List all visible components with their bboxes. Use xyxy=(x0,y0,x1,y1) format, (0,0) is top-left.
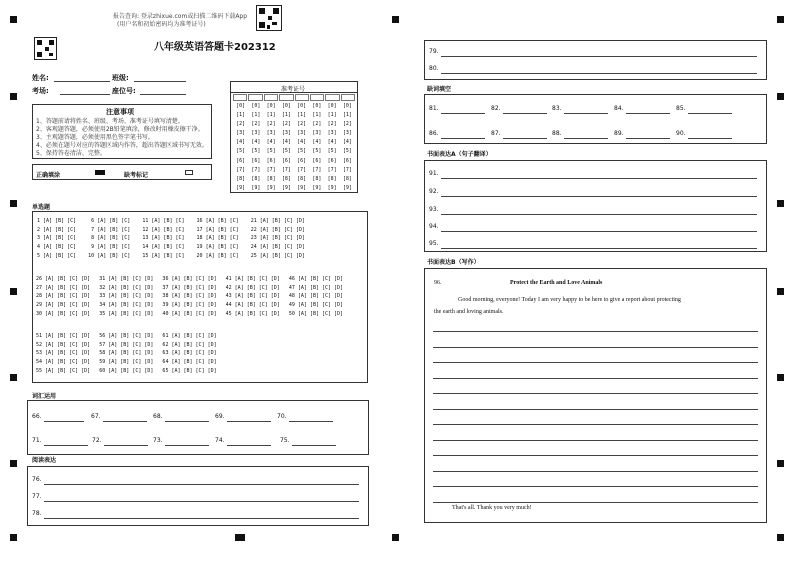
card-qr-code xyxy=(34,37,57,60)
digit-bubble[interactable]: [8] xyxy=(266,175,276,182)
q73-label: 73. xyxy=(153,437,163,444)
digit-bubble[interactable]: [4] xyxy=(342,139,352,146)
q80-label: 80. xyxy=(429,65,439,72)
absent-mark-label: 缺考标记 xyxy=(124,172,149,179)
q66-label: 66. xyxy=(32,413,42,420)
mc-group-1[interactable] xyxy=(37,217,305,261)
exam-number-column[interactable] xyxy=(233,102,248,194)
q84-field[interactable] xyxy=(626,113,670,114)
position-marker xyxy=(10,200,17,207)
position-marker xyxy=(235,534,245,541)
digit-bubble[interactable]: [9] xyxy=(251,184,261,191)
position-marker xyxy=(777,534,784,541)
q67-field[interactable] xyxy=(103,421,147,422)
mc-row[interactable]: 29 [A] [B] [C] [D] 34 [A] [B] [C] [D] 39 [A] [B] [C] [D] 44 [A] [B] [C] [D] 49 [A] [B] [C] [D] xyxy=(36,302,344,309)
digit-bubble[interactable]: [5] xyxy=(312,148,322,155)
digit-bubble[interactable]: [4] xyxy=(281,139,291,146)
digit-bubble[interactable]: [0] xyxy=(312,103,322,109)
q87-label: 87. xyxy=(491,130,501,137)
q78-field[interactable] xyxy=(44,518,359,519)
q78-label: 78. xyxy=(32,510,42,517)
essay-line[interactable] xyxy=(433,440,758,441)
digit-bubble[interactable]: [9] xyxy=(236,184,246,191)
q74-label: 74. xyxy=(215,437,225,444)
q82-field[interactable] xyxy=(503,113,547,114)
q82-label: 82. xyxy=(491,105,501,112)
position-marker xyxy=(10,288,17,295)
q88-label: 88. xyxy=(552,130,562,137)
q68-label: 68. xyxy=(153,413,163,420)
digit-bubble[interactable]: [1] xyxy=(266,112,276,119)
mc-row[interactable]: 27 [A] [B] [C] [D] 32 [A] [B] [C] [D] 37 [A] [B] [C] [D] 42 [A] [B] [C] [D] 47 [A] [B] [C] [D] xyxy=(36,284,344,291)
mc-row[interactable]: 54 [A] [B] [C] [D] 59 [A] [B] [C] [D] 64 [A] [B] [C] [D] xyxy=(36,359,217,366)
mc-row[interactable]: 1 [A] [B] [C] 6 [A] [B] [C] 11 [A] [B] [C] 16 [A] [B] [C] 21 [A] [B] [C] [D] xyxy=(37,218,305,224)
digit-bubble[interactable]: [0] xyxy=(342,103,352,109)
q73-field[interactable] xyxy=(165,445,209,446)
digit-bubble[interactable]: [1] xyxy=(236,112,246,119)
writing-title: 书面表达B（写作） xyxy=(427,259,480,266)
single-choice-title: 单选题 xyxy=(32,204,51,211)
q79-80-box[interactable] xyxy=(424,40,767,80)
digit-bubble[interactable]: [7] xyxy=(236,166,246,173)
digit-bubble[interactable]: [1] xyxy=(312,112,322,119)
q74-field[interactable] xyxy=(227,445,271,446)
digit-bubble[interactable]: [3] xyxy=(251,130,261,137)
essay-line[interactable] xyxy=(433,502,758,503)
essay-line[interactable] xyxy=(433,455,758,456)
exam-number-title: 准考证号 xyxy=(281,86,306,93)
digit-bubble[interactable]: [7] xyxy=(251,166,261,173)
digit-bubble[interactable]: [3] xyxy=(236,130,246,137)
digit-bubble[interactable]: [5] xyxy=(236,148,246,155)
essay-opening-line: the earth and loving animals. xyxy=(434,309,504,315)
class-field[interactable] xyxy=(134,81,186,82)
digit-bubble[interactable]: [2] xyxy=(342,121,352,128)
digit-bubble[interactable]: [6] xyxy=(236,157,246,164)
digit-bubble[interactable]: [0] xyxy=(327,103,337,109)
position-marker xyxy=(392,534,399,541)
q86-label: 86. xyxy=(429,130,439,137)
notice-box xyxy=(32,104,212,159)
q91-field[interactable] xyxy=(441,178,757,179)
digit-bubble[interactable]: [6] xyxy=(312,157,322,164)
digit-bubble[interactable]: [8] xyxy=(251,175,261,182)
class-label: 班级: xyxy=(112,74,129,82)
position-marker xyxy=(777,93,784,100)
q95-field[interactable] xyxy=(441,248,757,249)
digit-bubble[interactable]: [4] xyxy=(327,139,337,146)
digit-bubble[interactable]: [5] xyxy=(281,148,291,155)
q85-label: 85. xyxy=(676,105,686,112)
digit-bubble[interactable]: [5] xyxy=(297,148,307,155)
position-marker xyxy=(392,16,399,23)
fill-example-box xyxy=(32,164,212,180)
q90-label: 90. xyxy=(676,130,686,137)
q86-field[interactable] xyxy=(441,138,485,139)
digit-bubble[interactable]: [4] xyxy=(236,139,246,146)
digit-bubble[interactable]: [8] xyxy=(281,175,291,182)
digit-bubble[interactable]: [1] xyxy=(342,112,352,119)
q76-label: 76. xyxy=(32,476,42,483)
digit-bubble[interactable]: [9] xyxy=(342,184,352,191)
digit-bubble[interactable]: [6] xyxy=(327,157,337,164)
digit-bubble[interactable]: [6] xyxy=(297,157,307,164)
digit-bubble[interactable]: [8] xyxy=(342,175,352,182)
mc-row[interactable]: 3 [A] [B] [C] 8 [A] [B] [C] 13 [A] [B] [C] 18 [A] [B] [C] 23 [A] [B] [C] [D] xyxy=(37,235,305,242)
digit-bubble[interactable]: [9] xyxy=(297,184,307,191)
q83-field[interactable] xyxy=(564,113,608,114)
digit-bubble[interactable]: [3] xyxy=(297,130,307,137)
digit-bubble[interactable]: [9] xyxy=(327,184,337,191)
mc-row[interactable]: 28 [A] [B] [C] [D] 33 [A] [B] [C] [D] 38 [A] [B] [C] [D] 43 [A] [B] [C] [D] 48 [A] [B] [C] [D] xyxy=(36,293,344,300)
exam-room-label: 考场: xyxy=(32,87,49,95)
mc-row[interactable]: 52 [A] [B] [C] [D] 57 [A] [B] [C] [D] 62 [A] [B] [C] [D] xyxy=(36,341,217,348)
mc-row[interactable]: 53 [A] [B] [C] [D] 58 [A] [B] [C] [D] 63 [A] [B] [C] [D] xyxy=(36,350,217,357)
position-marker xyxy=(777,16,784,23)
digit-bubble[interactable]: [6] xyxy=(251,157,261,164)
seat-label: 座位号: xyxy=(112,87,136,95)
q69-label: 69. xyxy=(215,413,225,420)
exam-number-column[interactable] xyxy=(340,102,355,194)
exam-number-column[interactable] xyxy=(309,102,324,194)
exam-number-digit-grid[interactable] xyxy=(233,102,355,194)
essay-line[interactable] xyxy=(433,409,758,410)
digit-bubble[interactable]: [5] xyxy=(327,148,337,155)
digit-bubble[interactable]: [5] xyxy=(342,148,352,155)
q70-field[interactable] xyxy=(289,421,333,422)
q76-field[interactable] xyxy=(44,484,359,485)
digit-bubble[interactable]: [9] xyxy=(312,184,322,191)
digit-bubble[interactable]: [4] xyxy=(266,139,276,146)
digit-bubble[interactable]: [2] xyxy=(251,121,261,128)
digit-bubble[interactable]: [0] xyxy=(297,103,307,109)
q70-label: 70. xyxy=(277,413,287,420)
exam-number-write-row[interactable] xyxy=(233,94,355,101)
digit-bubble[interactable]: [2] xyxy=(236,121,246,128)
digit-bubble[interactable]: [1] xyxy=(327,112,337,119)
q83-label: 83. xyxy=(552,105,562,112)
exam-number-column[interactable] xyxy=(325,102,340,194)
position-marker xyxy=(10,460,17,467)
digit-bubble[interactable]: [1] xyxy=(281,112,291,119)
q77-label: 77. xyxy=(32,493,42,500)
digit-bubble[interactable]: [8] xyxy=(327,175,337,182)
report-query-note: 报告查询: 登录zhixue.com或扫描二维码下载App xyxy=(113,13,248,20)
q72-field[interactable] xyxy=(104,445,148,446)
digit-bubble[interactable]: [9] xyxy=(281,184,291,191)
q66-field[interactable] xyxy=(44,421,84,422)
essay-line[interactable] xyxy=(433,471,758,472)
digit-bubble[interactable]: [9] xyxy=(266,184,276,191)
digit-bubble[interactable]: [8] xyxy=(297,175,307,182)
notice-item: 3、主观题答题，必须使用黑色签字笔书写。 xyxy=(36,134,154,141)
q89-field[interactable] xyxy=(626,138,670,139)
digit-bubble[interactable]: [0] xyxy=(266,103,276,109)
q92-label: 92. xyxy=(429,188,439,195)
notice-item: 2、客观题答题，必须使用2B铅笔填涂，修改时用橡皮擦干净。 xyxy=(36,126,204,133)
essay-line[interactable] xyxy=(433,424,758,425)
vocab-box[interactable] xyxy=(27,400,369,455)
q85-field[interactable] xyxy=(688,113,732,114)
name-field[interactable] xyxy=(54,81,110,82)
q79-label: 79. xyxy=(429,48,439,55)
digit-bubble[interactable]: [5] xyxy=(266,148,276,155)
q68-field[interactable] xyxy=(165,421,209,422)
essay-line[interactable] xyxy=(433,362,758,363)
q88-field[interactable] xyxy=(564,138,608,139)
q93-label: 93. xyxy=(429,206,439,213)
exam-room-field[interactable] xyxy=(60,94,110,95)
essay-line[interactable] xyxy=(433,393,758,394)
digit-bubble[interactable]: [4] xyxy=(312,139,322,146)
name-label: 姓名: xyxy=(32,74,49,82)
digit-bubble[interactable]: [4] xyxy=(251,139,261,146)
digit-bubble[interactable]: [2] xyxy=(281,121,291,128)
digit-bubble[interactable]: [1] xyxy=(251,112,261,119)
notice-item: 5、保持答卷清洁、完整。 xyxy=(36,150,106,157)
mc-row[interactable]: 51 [A] [B] [C] [D] 56 [A] [B] [C] [D] 61 [A] [B] [C] [D] xyxy=(36,333,217,339)
writing-box[interactable] xyxy=(424,268,767,523)
q84-label: 84. xyxy=(614,105,624,112)
digit-bubble[interactable]: [6] xyxy=(266,157,276,164)
essay-line[interactable] xyxy=(433,331,758,332)
position-marker xyxy=(777,288,784,295)
q95-label: 95. xyxy=(429,240,439,247)
cloze-box[interactable] xyxy=(424,94,767,144)
essay-title: Protect the Earth and Love Animals xyxy=(510,280,603,286)
essay-line[interactable] xyxy=(433,378,758,379)
digit-bubble[interactable]: [2] xyxy=(297,121,307,128)
mc-row[interactable]: 4 [A] [B] [C] 9 [A] [B] [C] 14 [A] [B] [C] 19 [A] [B] [C] 24 [A] [B] [C] [D] xyxy=(37,244,305,251)
digit-bubble[interactable]: [2] xyxy=(266,121,276,128)
login-note: (用户名和初始密码均为准考证号) xyxy=(117,21,206,28)
digit-bubble[interactable]: [3] xyxy=(342,130,352,137)
digit-bubble[interactable]: [5] xyxy=(251,148,261,155)
mc-row[interactable]: 30 [A] [B] [C] [D] 35 [A] [B] [C] [D] 40 [A] [B] [C] [D] 45 [A] [B] [C] [D] 50 [A] [B] [C] [D] xyxy=(36,310,344,317)
q72-label: 72. xyxy=(92,437,102,444)
digit-bubble[interactable]: [3] xyxy=(281,130,291,137)
digit-bubble[interactable]: [7] xyxy=(342,166,352,173)
position-marker xyxy=(10,374,17,381)
digit-bubble[interactable]: [2] xyxy=(312,121,322,128)
mc-group-2[interactable] xyxy=(36,275,343,319)
digit-bubble[interactable]: [7] xyxy=(327,166,337,173)
q77-field[interactable] xyxy=(44,501,359,502)
exam-number-column[interactable] xyxy=(264,102,279,194)
q87-field[interactable] xyxy=(503,138,547,139)
vocab-title: 词汇运用 xyxy=(32,393,57,400)
q75-label: 75. xyxy=(280,437,290,444)
translation-title: 书面表达A（句子翻译） xyxy=(427,151,492,158)
mc-row[interactable]: 2 [A] [B] [C] 7 [A] [B] [C] 12 [A] [B] [C] 17 [A] [B] [C] 22 [A] [B] [C] [D] xyxy=(37,226,305,233)
position-marker xyxy=(10,16,17,23)
q75-field[interactable] xyxy=(292,445,336,446)
digit-bubble[interactable]: [3] xyxy=(266,130,276,137)
notice-title: 注意事项 xyxy=(106,108,134,116)
digit-bubble[interactable]: [7] xyxy=(297,166,307,173)
q79-field[interactable] xyxy=(441,56,757,57)
q91-label: 91. xyxy=(429,170,439,177)
digit-bubble[interactable]: [6] xyxy=(281,157,291,164)
position-marker xyxy=(777,460,784,467)
digit-bubble[interactable]: [3] xyxy=(327,130,337,137)
digit-bubble[interactable]: [8] xyxy=(312,175,322,182)
q81-field[interactable] xyxy=(441,113,485,114)
notice-item: 4、必须在题号对应的答题区域内作答，超出答题区域书写无效。 xyxy=(36,142,208,149)
position-marker xyxy=(10,534,17,541)
q89-label: 89. xyxy=(614,130,624,137)
exam-number-column[interactable] xyxy=(279,102,294,194)
cloze-title: 缺词填空 xyxy=(427,86,452,93)
essay-line[interactable] xyxy=(433,486,758,487)
q69-field[interactable] xyxy=(227,421,271,422)
digit-bubble[interactable]: [6] xyxy=(342,157,352,164)
digit-bubble[interactable]: [0] xyxy=(281,103,291,109)
q71-field[interactable] xyxy=(44,445,88,446)
digit-bubble[interactable]: [3] xyxy=(312,130,322,137)
digit-bubble[interactable]: [4] xyxy=(297,139,307,146)
digit-bubble[interactable]: [2] xyxy=(327,121,337,128)
page-title: 八年级英语答题卡202312 xyxy=(154,42,276,53)
digit-bubble[interactable]: [7] xyxy=(281,166,291,173)
correct-fill-label: 正确填涂 xyxy=(36,172,61,179)
q80-field[interactable] xyxy=(441,73,757,74)
translation-box[interactable] xyxy=(424,160,767,252)
digit-bubble[interactable]: [0] xyxy=(251,103,261,109)
exam-number-column[interactable] xyxy=(294,102,309,194)
absent-mark-checkbox[interactable] xyxy=(185,170,193,175)
q71-label: 71. xyxy=(32,437,42,444)
q90-field[interactable] xyxy=(688,138,732,139)
single-choice-box[interactable] xyxy=(32,211,368,383)
reading-title: 阅读表达 xyxy=(32,457,57,464)
mc-row[interactable]: 5 [A] [B] [C] 10 [A] [B] [C] 15 [A] [B] [C] 20 [A] [B] [C] 25 [A] [B] [C] [D] xyxy=(37,252,305,259)
exam-number-box xyxy=(230,81,358,193)
q96-label: 96. xyxy=(434,280,442,286)
digit-bubble[interactable]: [7] xyxy=(266,166,276,173)
essay-closing-line: That's all. Thank you very much! xyxy=(452,505,532,511)
mc-row[interactable]: 55 [A] [B] [C] [D] 60 [A] [B] [C] [D] 65 [A] [B] [C] [D] xyxy=(36,367,217,374)
digit-bubble[interactable]: [1] xyxy=(297,112,307,119)
essay-opening-line: Good morning, everyone! Today I am very happy to be here to give a report about protecting xyxy=(458,297,681,303)
essay-line[interactable] xyxy=(433,347,758,348)
position-marker xyxy=(777,374,784,381)
exam-number-column[interactable] xyxy=(248,102,263,194)
mc-group-3[interactable] xyxy=(36,332,217,376)
position-marker xyxy=(777,200,784,207)
digit-bubble[interactable]: [8] xyxy=(236,175,246,182)
mc-row[interactable]: 26 [A] [B] [C] [D] 31 [A] [B] [C] [D] 36 [A] [B] [C] [D] 41 [A] [B] [C] [D] 46 [A] [B] [C] [D] xyxy=(36,276,344,282)
digit-bubble[interactable]: [0] xyxy=(236,103,246,109)
correct-fill-sample xyxy=(95,170,105,175)
reading-box[interactable] xyxy=(27,466,369,526)
position-marker xyxy=(10,93,17,100)
q81-label: 81. xyxy=(429,105,439,112)
digit-bubble[interactable]: [7] xyxy=(312,166,322,173)
seat-field[interactable] xyxy=(140,94,186,95)
q94-field[interactable] xyxy=(441,231,757,232)
q93-field[interactable] xyxy=(441,214,757,215)
notice-item: 1、答题前请将姓名、班级、考场、准考证号填写清楚。 xyxy=(36,118,184,125)
q67-label: 67. xyxy=(91,413,101,420)
app-qr-code xyxy=(256,5,282,31)
q94-label: 94. xyxy=(429,223,439,230)
q92-field[interactable] xyxy=(441,196,757,197)
